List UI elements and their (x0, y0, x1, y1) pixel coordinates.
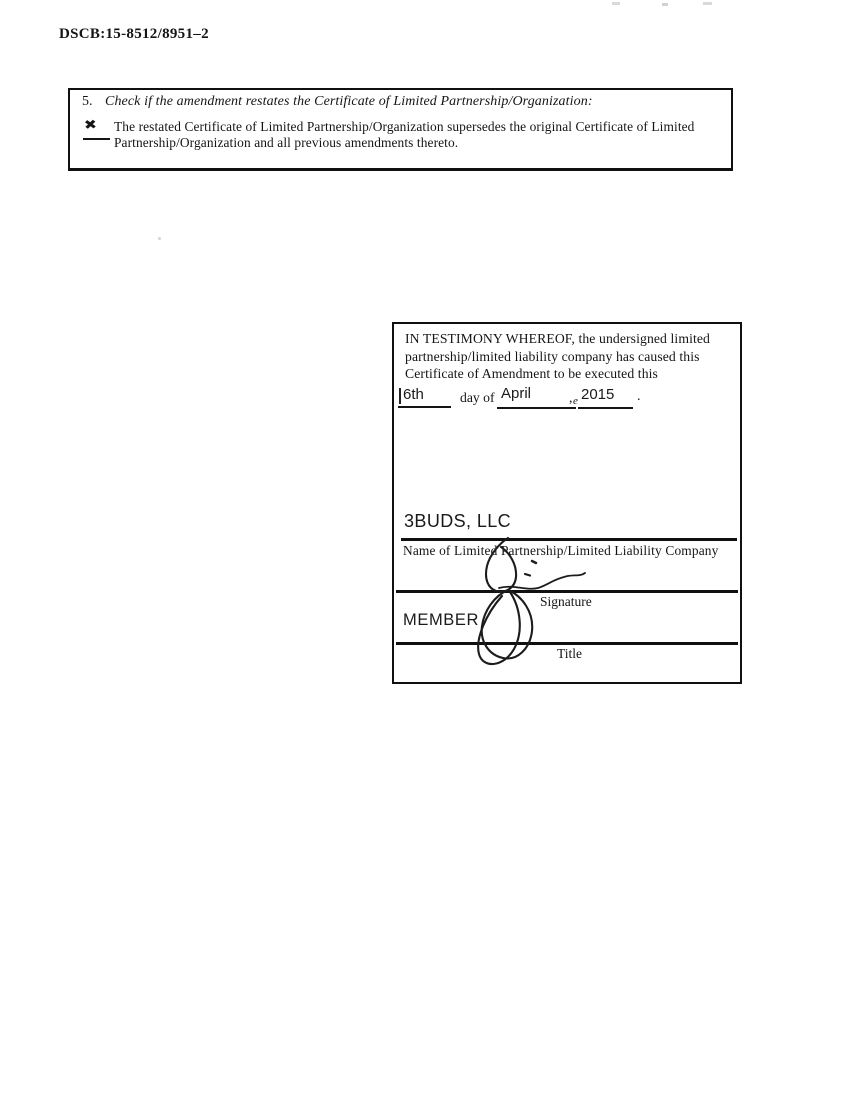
year-field-value: 2015 (581, 386, 615, 403)
day-blank-line (398, 406, 451, 408)
title-line-label: Title (557, 646, 583, 661)
testimony-box (392, 322, 742, 684)
checkbox-blank-line (83, 138, 110, 140)
year-blank-line (578, 407, 633, 409)
statement-line-1: The restated Certificate of Limited Partnership/Organization supersedes the original Certificate of Limited (114, 119, 695, 134)
scan-artifact (662, 3, 668, 6)
testimony-line-3: Certificate of Amendment to be executed this (405, 366, 658, 381)
scan-artifact (158, 237, 161, 240)
comma-separator: , (569, 391, 573, 406)
entity-name-line-label: Name of Limited Partnership/Limited Liability Company (403, 543, 719, 558)
form-number: DSCB:15-8512/8951–2 (59, 26, 209, 42)
scan-stray-mark: e (573, 395, 578, 407)
scan-tick-artifact (399, 388, 401, 404)
checked-x-mark: ✖ (83, 117, 98, 134)
restatement-statement (114, 119, 729, 151)
month-field-value: April (501, 385, 532, 402)
item-number: 5. (82, 94, 93, 109)
testimony-paragraph (405, 330, 710, 383)
signature-line-label: Signature (540, 594, 592, 609)
entity-name-line (401, 538, 737, 541)
statement-line-2: Partnership/Organization and all previous amendments thereto. (114, 135, 459, 150)
testimony-line-2: partnership/limited liability company has caused this (405, 348, 700, 364)
scan-artifact (703, 2, 712, 5)
day-of-label: day of (460, 390, 495, 405)
entity-name-value: 3BUDS, LLC (404, 511, 512, 531)
sentence-period: . (637, 389, 641, 404)
title-line (396, 642, 738, 645)
scan-artifact (612, 2, 620, 5)
title-field-value: MEMBER (403, 611, 480, 629)
signature-line (396, 590, 738, 593)
section-5-box (68, 88, 733, 171)
testimony-line-1: IN TESTIMONY WHEREOF, the undersigned limited (405, 331, 711, 346)
month-blank-line (497, 407, 576, 409)
section-5-prompt: Check if the amendment restates the Certificate of Limited Partnership/Organization: (105, 94, 593, 109)
day-field-value: 6th (403, 386, 424, 403)
